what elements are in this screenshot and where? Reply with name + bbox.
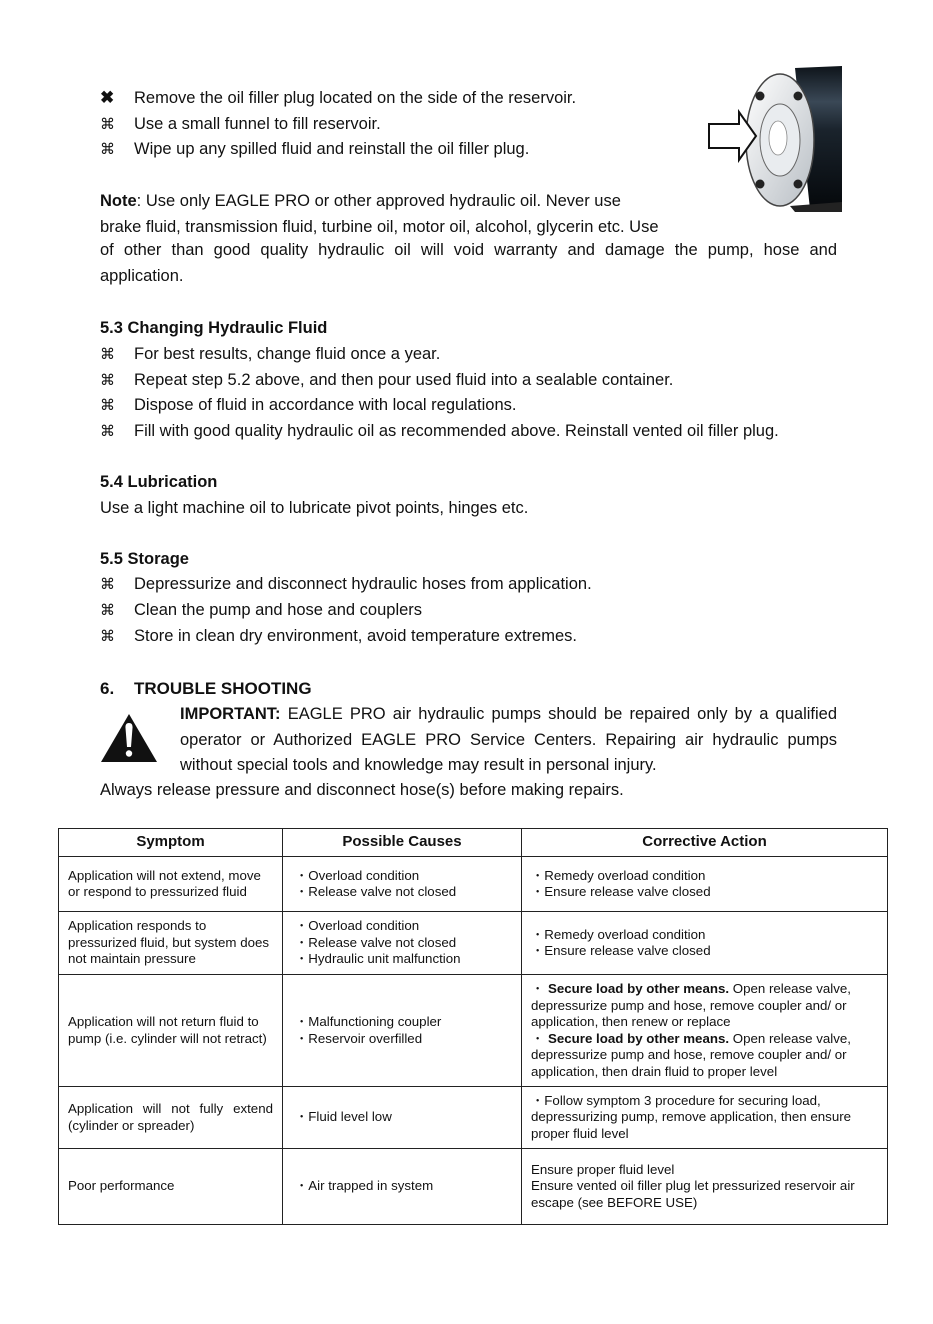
cause-item: ・Release valve not closed [295,934,457,950]
note-continuation: of other than good quality hydraulic oil will void warranty and damage the pump, hose and application. [100,241,837,285]
action-item: Ensure vented oil filler plug let pressurized reservoir air escape (see BEFORE USE) [531,1178,855,1210]
list-item-text: Clean the pump and hose and couplers [134,601,423,619]
actions-cell [522,912,888,975]
actions-cell [522,1087,888,1149]
note-text: : Use only EAGLE PRO or other approved hydraulic oil. Never use [136,192,621,210]
section-heading-5-4: 5.4 Lubrication [100,473,218,491]
causes-cell [283,1149,522,1225]
pump-reservoir-illustration [700,66,842,212]
actions-cell [522,1149,888,1225]
note-label: Note [100,192,137,210]
actions-cell [522,857,888,912]
header-corrective-action: Corrective Action [522,829,888,857]
action-item: ・Ensure release valve closed [531,884,711,899]
action-item: ・Remedy overload condition [531,926,706,942]
list-item [100,112,381,137]
table-row [59,857,888,912]
cause-item: ・Air trapped in system [295,1178,434,1194]
list-item [100,393,516,418]
cause-item: ・Malfunctioning coupler [295,1014,442,1029]
command-bullet-icon: ⌘ [100,423,115,440]
header-symptom: Symptom [59,829,283,857]
action-bullet: ・ [531,1030,548,1046]
action-item: ・Follow symptom 3 procedure for securing load, depressurizing pump, remove application, then ensure proper fluid level [531,1092,852,1141]
note-line-1 [100,189,703,215]
always-release-text: Always release pressure and disconnect hose(s) before making repairs. [100,781,624,799]
action-emphasis: Secure load by other means. [548,981,730,996]
action-item: ・Remedy overload condition [531,867,706,883]
list-item [100,137,529,162]
causes-cell [283,857,522,912]
table-header-row [59,829,888,857]
section-heading-6 [100,677,312,701]
causes-cell [283,1087,522,1149]
symptom-cell: Poor performance [59,1149,283,1225]
list-item [100,624,577,649]
table-row [59,912,888,975]
table-row [59,1149,888,1225]
command-bullet-icon: ⌘ [100,397,115,414]
warning-icon [99,712,159,764]
action-text: Open release valve, depressurize pump and hose, remove coupler and/ or application, then renew or replace [531,981,852,1029]
command-bullet-icon: ⌘ [100,628,115,645]
list-item-text: Wipe up any spilled fluid and reinstall the oil filler plug. [134,140,530,158]
action-item [531,981,881,1031]
command-bullet-icon: ⌘ [100,346,115,363]
important-text: EAGLE PRO air hydraulic pumps should be repaired only by a qualified operator or Authorized EAGLE PRO Service Centers. Repairing air hydraulic pumps without special tools and knowledge may result in personal injury. [180,705,837,774]
list-item-text: Use a small funnel to fill reservoir. [134,115,381,133]
list-item-text: Repeat step 5.2 above, and then pour used fluid into a sealable container. [134,371,674,389]
list-item [100,419,779,444]
table-row [59,975,888,1087]
list-item [100,342,440,367]
symptom-cell: Application will not fully extend (cylinder or spreader) [59,1087,283,1149]
list-item [100,572,592,597]
section-heading-5-5: 5.5 Storage [100,550,189,568]
list-item [100,368,673,393]
troubleshooting-table [58,828,888,1225]
causes-cell [283,912,522,975]
symptom-cell: Application will not extend, move or respond to pressurized fluid [59,857,283,912]
symptom-cell: Application will not return fluid to pump (i.e. cylinder will not retract) [59,975,283,1087]
important-label: IMPORTANT: [180,705,281,723]
list-item-text: Dispose of fluid in accordance with local regulations. [134,396,517,414]
actions-cell [522,975,888,1087]
symptom-cell: Application responds to pressurized fluid, but system does not maintain pressure [59,912,283,975]
cause-item: ・Release valve not closed [295,884,457,899]
cause-item: ・Overload condition [295,918,420,934]
cause-item: ・Fluid level low [295,1109,392,1125]
header-possible-causes: Possible Causes [283,829,522,857]
action-item: ・Ensure release valve closed [531,943,711,958]
command-bullet-icon: ⌘ [100,141,115,158]
cause-item: ・Overload condition [295,867,420,883]
list-item-text: Remove the oil filler plug located on the side of the reservoir. [134,89,577,107]
list-item-text: Store in clean dry environment, avoid temperature extremes. [134,627,577,645]
lubrication-text: Use a light machine oil to lubricate pivot points, hinges etc. [100,499,529,517]
command-bullet-icon: ⌘ [100,372,115,389]
list-item-text: Depressurize and disconnect hydraulic hoses from application. [134,575,592,593]
command-bullet-icon: ⌘ [100,576,115,593]
section-number: 6. [100,679,115,698]
note-line-2: brake fluid, transmission fluid, turbine oil, motor oil, alcohol, glycerin etc. Use [100,218,659,236]
table-row [59,1087,888,1149]
cause-item: ・Reservoir overfilled [295,1030,423,1046]
action-item: Ensure proper fluid level [531,1161,675,1177]
list-item [100,598,422,623]
section-heading-5-3: 5.3 Changing Hydraulic Fluid [100,319,328,337]
list-item [100,86,576,110]
list-item-text: For best results, change fluid once a year. [134,345,441,363]
action-item [531,1031,881,1081]
section-title: TROUBLE SHOOTING [134,679,312,698]
causes-cell [283,975,522,1087]
cross-bullet-icon: ✖ [100,88,115,107]
command-bullet-icon: ⌘ [100,116,115,133]
action-bullet: ・ [531,981,548,996]
cause-item: ・Hydraulic unit malfunction [295,951,461,967]
important-notice [180,702,837,779]
action-emphasis: Secure load by other means. [548,1030,730,1046]
command-bullet-icon: ⌘ [100,602,115,619]
action-text: Open release valve, depressurize pump and hose, remove coupler and/ or application, then drain fluid to proper level [531,1030,852,1079]
list-item-text: Fill with good quality hydraulic oil as recommended above. Reinstall vented oil filler plug. [134,422,779,440]
